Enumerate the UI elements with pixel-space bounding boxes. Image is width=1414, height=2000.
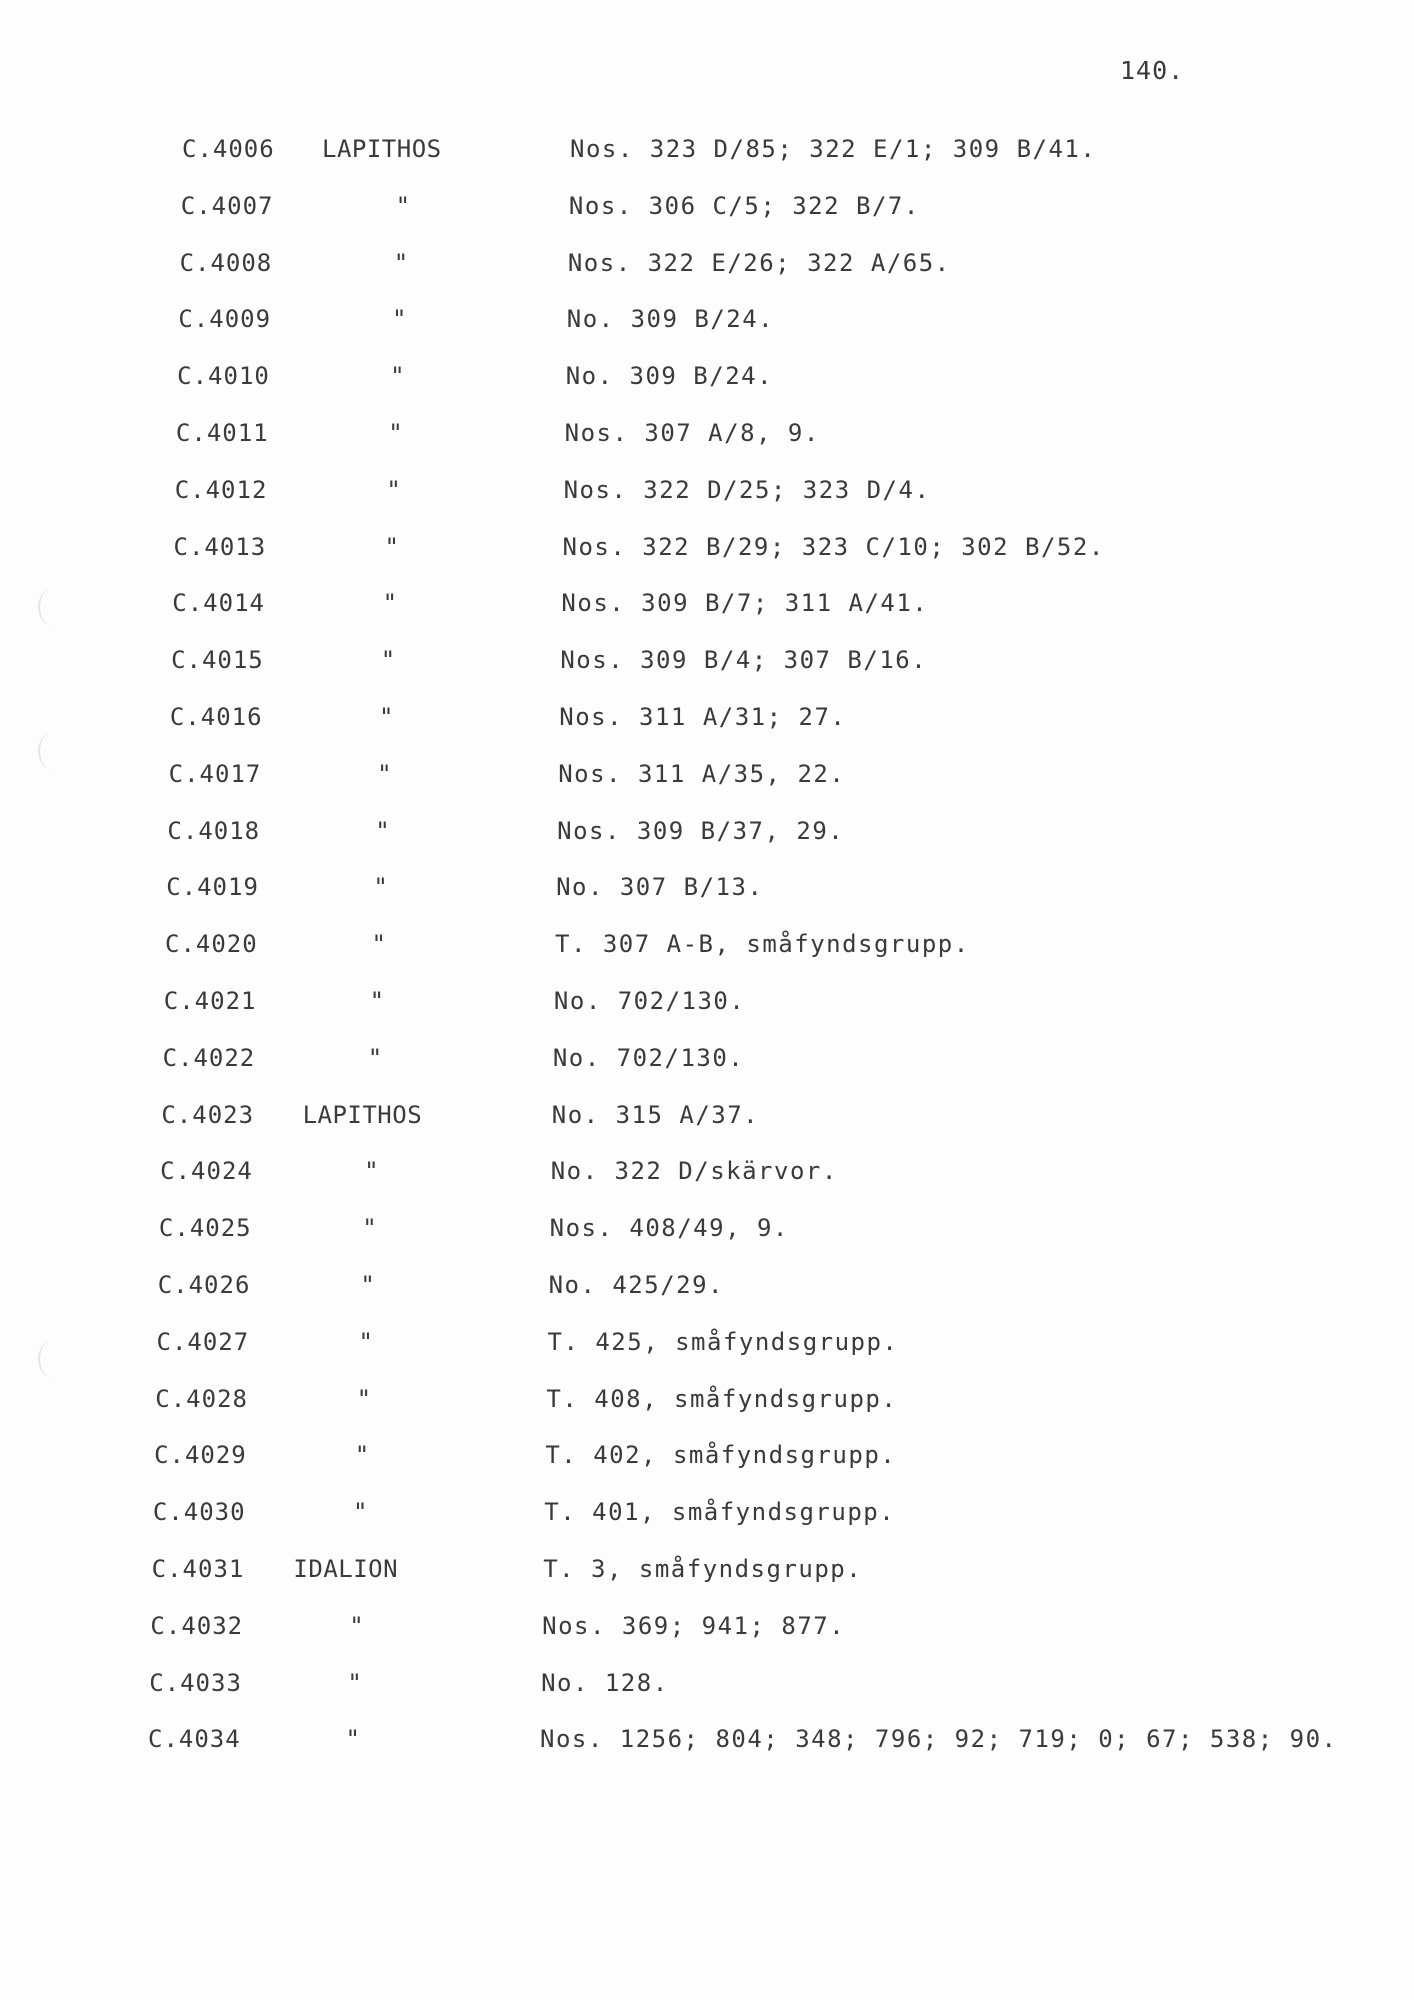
catalogue-row — [0, 1213, 1414, 1253]
catalogue-row — [0, 191, 1414, 231]
reference-numbers: Nos. 309 B/7; 311 A/41. — [561, 589, 929, 618]
page-number: 140. — [1120, 56, 1185, 85]
catalogue-row — [0, 248, 1414, 288]
site-name: " — [358, 1327, 374, 1356]
site-name: " — [377, 759, 393, 788]
catalogue-row — [0, 1327, 1414, 1367]
reference-numbers: No. 322 D/skärvor. — [550, 1157, 838, 1186]
catalogue-number: C.4026 — [157, 1271, 251, 1299]
catalogue-number: C.4034 — [148, 1725, 241, 1754]
catalogue-number: C.4022 — [162, 1043, 256, 1072]
catalogue-number: C.4029 — [154, 1441, 247, 1470]
site-name: " — [378, 703, 394, 731]
catalogue-row — [0, 1270, 1414, 1310]
catalogue-number: C.4015 — [171, 646, 264, 675]
site-name: " — [371, 930, 387, 959]
catalogue-number: C.4007 — [180, 191, 274, 220]
reference-numbers: T. 425, småfyndsgrupp. — [547, 1327, 899, 1356]
reference-numbers: Nos. 369; 941; 877. — [542, 1611, 846, 1640]
catalogue-number: C.4009 — [178, 305, 272, 334]
reference-numbers: Nos. 323 D/85; 322 E/1; 309 B/41. — [570, 135, 1097, 163]
catalogue-row — [0, 702, 1414, 742]
catalogue-row — [0, 532, 1414, 572]
catalogue-number: C.4013 — [173, 532, 267, 561]
catalogue-number: C.4014 — [172, 589, 265, 618]
catalogue-number: C.4006 — [182, 135, 275, 163]
reference-numbers: Nos. 322 D/25; 323 D/4. — [563, 475, 931, 504]
catalogue-row — [0, 1384, 1414, 1424]
reference-numbers: No. 702/130. — [553, 987, 746, 1015]
site-name: " — [380, 646, 396, 675]
reference-numbers: No. 309 B/24. — [565, 362, 774, 391]
catalogue-row — [0, 361, 1414, 401]
site-name: " — [364, 1157, 380, 1186]
catalogue-row — [0, 1611, 1414, 1651]
catalogue-number: C.4032 — [150, 1611, 244, 1640]
reference-numbers: T. 408, småfyndsgrupp. — [546, 1384, 898, 1413]
catalogue-row — [0, 1100, 1414, 1140]
site-name: " — [345, 1725, 361, 1754]
site-name: " — [386, 475, 402, 504]
site-name: " — [354, 1441, 370, 1470]
catalogue-row — [0, 304, 1414, 344]
reference-numbers: Nos. 306 C/5; 322 B/7. — [568, 191, 920, 220]
reference-numbers: T. 402, småfyndsgrupp. — [545, 1441, 897, 1470]
catalogue-row — [0, 1156, 1414, 1196]
reference-numbers: Nos. 408/49, 9. — [549, 1214, 789, 1243]
catalogue-number: C.4011 — [175, 419, 269, 447]
catalogue-number: C.4030 — [152, 1498, 246, 1527]
site-name: " — [384, 532, 400, 561]
catalogue-row — [0, 1668, 1414, 1708]
catalogue-number: C.4018 — [167, 816, 261, 845]
catalogue-row — [0, 588, 1414, 628]
catalogue-row — [0, 1497, 1414, 1537]
catalogue-number: C.4027 — [156, 1327, 250, 1356]
catalogue-row — [0, 475, 1414, 515]
reference-numbers: No. 702/130. — [552, 1043, 745, 1072]
reference-numbers: Nos. 1256; 804; 348; 796; 92; 719; 0; 67; 538; 90. — [540, 1725, 1338, 1754]
site-name: " — [369, 987, 385, 1015]
site-name: " — [356, 1384, 372, 1413]
catalogue-number: C.4028 — [155, 1384, 248, 1413]
reference-numbers: T. 3, småfyndsgrupp. — [543, 1555, 863, 1583]
site-name: LAPITHOS — [302, 1100, 423, 1129]
site-name: " — [362, 1214, 378, 1243]
site-name: " — [367, 1043, 383, 1072]
catalogue-number: C.4008 — [179, 248, 273, 277]
site-name: " — [388, 419, 404, 447]
catalogue-row — [0, 418, 1414, 458]
catalogue-row — [0, 1043, 1414, 1083]
catalogue-number: C.4031 — [151, 1555, 245, 1583]
reference-numbers: No. 128. — [541, 1668, 669, 1697]
reference-numbers: No. 309 B/24. — [566, 305, 775, 334]
catalogue-row — [0, 929, 1414, 969]
site-name: " — [373, 873, 389, 902]
reference-numbers: No. 307 B/13. — [556, 873, 764, 902]
catalogue-number: C.4012 — [174, 475, 268, 504]
reference-numbers: No. 425/29. — [548, 1271, 725, 1299]
reference-numbers: Nos. 311 A/35, 22. — [558, 759, 846, 788]
site-name: " — [352, 1498, 368, 1527]
catalogue-row — [0, 1554, 1414, 1594]
catalogue-number: C.4019 — [166, 873, 259, 902]
site-name: " — [391, 305, 407, 334]
catalogue-number: C.4021 — [163, 987, 257, 1015]
catalogue-row — [0, 986, 1414, 1026]
catalogue-number: C.4017 — [168, 759, 262, 788]
site-name: " — [393, 248, 409, 277]
catalogue-number: C.4024 — [160, 1157, 253, 1186]
site-name: " — [360, 1271, 376, 1299]
catalogue-number: C.4025 — [158, 1214, 252, 1243]
reference-numbers: Nos. 309 B/37, 29. — [557, 816, 845, 845]
site-name: " — [390, 362, 406, 391]
site-name: " — [382, 589, 398, 618]
catalogue-number: C.4033 — [149, 1668, 242, 1697]
reference-numbers: Nos. 309 B/4; 307 B/16. — [560, 646, 928, 675]
catalogue-number: C.4010 — [177, 362, 270, 391]
catalogue-row — [0, 134, 1414, 174]
reference-numbers: Nos. 322 B/29; 323 C/10; 302 B/52. — [562, 532, 1105, 561]
catalogue-row — [0, 872, 1414, 912]
catalogue-number: C.4023 — [161, 1100, 255, 1129]
catalogue-row — [0, 1724, 1414, 1764]
reference-numbers: Nos. 311 A/31; 27. — [559, 703, 847, 731]
catalogue-row — [0, 759, 1414, 799]
reference-numbers: Nos. 322 E/26; 322 A/65. — [567, 248, 951, 277]
catalogue-row — [0, 816, 1414, 856]
site-name: IDALION — [293, 1555, 399, 1583]
reference-numbers: T. 307 A-B, småfyndsgrupp. — [555, 930, 970, 959]
site-name: " — [395, 191, 411, 220]
site-name: LAPITHOS — [322, 135, 442, 163]
site-name: " — [347, 1668, 363, 1697]
catalogue-number: C.4016 — [169, 703, 263, 731]
catalogue-row — [0, 645, 1414, 685]
reference-numbers: T. 401, småfyndsgrupp. — [544, 1498, 896, 1527]
catalogue-number: C.4020 — [165, 930, 258, 959]
site-name: " — [349, 1611, 365, 1640]
site-name: " — [375, 816, 391, 845]
reference-numbers: No. 315 A/37. — [551, 1100, 760, 1129]
reference-numbers: Nos. 307 A/8, 9. — [564, 419, 820, 447]
catalogue-row — [0, 1440, 1414, 1480]
